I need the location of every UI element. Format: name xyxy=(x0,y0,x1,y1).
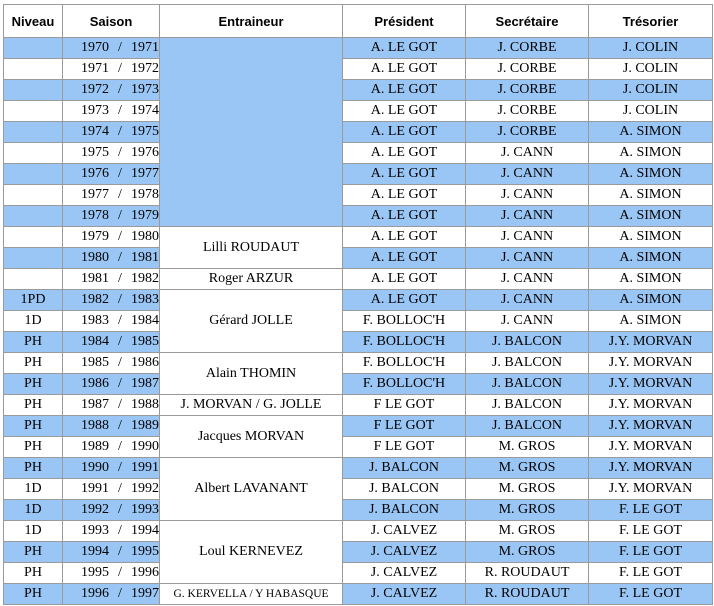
season-start: 1972 xyxy=(81,82,109,97)
secretaire-cell: J. CORBE xyxy=(466,122,589,143)
table-row xyxy=(4,458,713,479)
tresorier-cell: J.Y. MORVAN xyxy=(589,458,713,479)
coach-cell: Lilli ROUDAUT xyxy=(160,227,343,269)
season-cell xyxy=(63,143,160,164)
season-separator: / xyxy=(118,40,122,55)
niveau-cell: 1D xyxy=(4,311,63,332)
season-end: 1973 xyxy=(131,82,159,97)
season-cell xyxy=(63,311,160,332)
season-cell xyxy=(63,290,160,311)
niveau-cell xyxy=(4,269,63,290)
season-start: 1978 xyxy=(81,208,109,223)
season-separator: / xyxy=(118,208,122,223)
season-start: 1986 xyxy=(81,376,109,391)
niveau-cell xyxy=(4,143,63,164)
season-separator: / xyxy=(118,187,122,202)
coach-cell: Gérard JOLLE xyxy=(160,290,343,353)
president-cell: A. LE GOT xyxy=(343,101,466,122)
season-end: 1987 xyxy=(131,376,159,391)
table-row xyxy=(4,227,713,248)
table-row xyxy=(4,542,713,563)
niveau-cell: 1D xyxy=(4,521,63,542)
table-row xyxy=(4,143,713,164)
season-start: 1981 xyxy=(81,271,109,286)
president-cell: A. LE GOT xyxy=(343,164,466,185)
tresorier-cell: A. SIMON xyxy=(589,122,713,143)
season-start: 1990 xyxy=(81,460,109,475)
season-separator: / xyxy=(118,565,122,580)
season-start: 1995 xyxy=(81,565,109,580)
season-end: 1974 xyxy=(131,103,159,118)
season-end: 1993 xyxy=(131,502,159,517)
secretaire-cell: J. BALCON xyxy=(466,374,589,395)
niveau-cell xyxy=(4,59,63,80)
header-tresorier: Trésorier xyxy=(589,5,713,38)
season-end: 1997 xyxy=(131,586,159,601)
header-niveau: Niveau xyxy=(4,5,63,38)
table-row xyxy=(4,500,713,521)
season-end: 1985 xyxy=(131,334,159,349)
table-row xyxy=(4,332,713,353)
niveau-cell: PH xyxy=(4,416,63,437)
secretaire-cell: M. GROS xyxy=(466,542,589,563)
table-row xyxy=(4,584,713,605)
secretaire-cell: J. CANN xyxy=(466,164,589,185)
season-cell xyxy=(63,227,160,248)
season-cell xyxy=(63,206,160,227)
coach-cell: Jacques MORVAN xyxy=(160,416,343,458)
season-cell xyxy=(63,542,160,563)
table-row xyxy=(4,164,713,185)
secretaire-cell: M. GROS xyxy=(466,437,589,458)
tresorier-cell: J.Y. MORVAN xyxy=(589,395,713,416)
president-cell: A. LE GOT xyxy=(343,227,466,248)
tresorier-cell: J. COLIN xyxy=(589,101,713,122)
tresorier-cell: A. SIMON xyxy=(589,185,713,206)
season-separator: / xyxy=(118,124,122,139)
season-end: 1982 xyxy=(131,271,159,286)
season-end: 1990 xyxy=(131,439,159,454)
season-separator: / xyxy=(118,103,122,118)
niveau-cell xyxy=(4,80,63,101)
season-separator: / xyxy=(118,481,122,496)
niveau-cell xyxy=(4,122,63,143)
niveau-cell: PH xyxy=(4,353,63,374)
season-start: 1992 xyxy=(81,502,109,517)
president-cell: A. LE GOT xyxy=(343,248,466,269)
season-end: 1972 xyxy=(131,61,159,76)
season-end: 1976 xyxy=(131,145,159,160)
season-cell xyxy=(63,437,160,458)
secretaire-cell: J. CORBE xyxy=(466,38,589,59)
secretaire-cell: J. CANN xyxy=(466,143,589,164)
president-cell: J. CALVEZ xyxy=(343,521,466,542)
tresorier-cell: J. COLIN xyxy=(589,80,713,101)
season-start: 1987 xyxy=(81,397,109,412)
president-cell: J. CALVEZ xyxy=(343,563,466,584)
niveau-cell: 1D xyxy=(4,500,63,521)
niveau-cell: 1PD xyxy=(4,290,63,311)
season-cell xyxy=(63,353,160,374)
secretaire-cell: J. CORBE xyxy=(466,59,589,80)
table-row xyxy=(4,479,713,500)
season-separator: / xyxy=(118,460,122,475)
coach-cell: Albert LAVANANT xyxy=(160,458,343,521)
tresorier-cell: A. SIMON xyxy=(589,290,713,311)
niveau-cell: PH xyxy=(4,563,63,584)
president-cell: F. BOLLOC'H xyxy=(343,374,466,395)
table-row xyxy=(4,269,713,290)
coach-cell: Loul KERNEVEZ xyxy=(160,521,343,584)
president-cell: A. LE GOT xyxy=(343,38,466,59)
president-cell: A. LE GOT xyxy=(343,59,466,80)
season-start: 1977 xyxy=(81,187,109,202)
header-row xyxy=(4,5,713,38)
season-cell xyxy=(63,80,160,101)
niveau-cell: PH xyxy=(4,458,63,479)
tresorier-cell: F. LE GOT xyxy=(589,542,713,563)
niveau-cell: PH xyxy=(4,542,63,563)
niveau-cell: PH xyxy=(4,332,63,353)
season-separator: / xyxy=(118,292,122,307)
coach-cell: G. KERVELLA / Y HABASQUE xyxy=(160,584,343,605)
season-separator: / xyxy=(118,376,122,391)
president-cell: J. BALCON xyxy=(343,479,466,500)
table-row xyxy=(4,521,713,542)
niveau-cell xyxy=(4,101,63,122)
season-separator: / xyxy=(118,271,122,286)
table-row xyxy=(4,374,713,395)
president-cell: F. BOLLOC'H xyxy=(343,353,466,374)
president-cell: A. LE GOT xyxy=(343,206,466,227)
tresorier-cell: J.Y. MORVAN xyxy=(589,416,713,437)
season-start: 1991 xyxy=(81,481,109,496)
president-cell: F. BOLLOC'H xyxy=(343,311,466,332)
season-end: 1983 xyxy=(131,292,159,307)
season-cell xyxy=(63,269,160,290)
niveau-cell: PH xyxy=(4,437,63,458)
season-cell xyxy=(63,521,160,542)
tresorier-cell: J. COLIN xyxy=(589,59,713,80)
season-cell xyxy=(63,248,160,269)
table-row xyxy=(4,206,713,227)
table-row xyxy=(4,38,713,59)
tresorier-cell: A. SIMON xyxy=(589,143,713,164)
season-end: 1996 xyxy=(131,565,159,580)
secretaire-cell: J. CANN xyxy=(466,311,589,332)
secretaire-cell: M. GROS xyxy=(466,458,589,479)
season-cell xyxy=(63,374,160,395)
season-end: 1975 xyxy=(131,124,159,139)
season-end: 1977 xyxy=(131,166,159,181)
tresorier-cell: J.Y. MORVAN xyxy=(589,353,713,374)
table-row xyxy=(4,59,713,80)
season-end: 1984 xyxy=(131,313,159,328)
secretaire-cell: J. CORBE xyxy=(466,101,589,122)
secretaire-cell: M. GROS xyxy=(466,521,589,542)
season-start: 1970 xyxy=(81,40,109,55)
secretaire-cell: J. CANN xyxy=(466,290,589,311)
tresorier-cell: J. COLIN xyxy=(589,38,713,59)
tresorier-cell: A. SIMON xyxy=(589,227,713,248)
season-start: 1971 xyxy=(81,61,109,76)
niveau-cell: PH xyxy=(4,395,63,416)
table-row xyxy=(4,248,713,269)
table-row xyxy=(4,185,713,206)
header-secretaire: Secrétaire xyxy=(466,5,589,38)
season-cell xyxy=(63,479,160,500)
season-start: 1989 xyxy=(81,439,109,454)
coach-cell: Alain THOMIN xyxy=(160,353,343,395)
season-separator: / xyxy=(118,61,122,76)
season-cell xyxy=(63,563,160,584)
season-end: 1991 xyxy=(131,460,159,475)
table-row xyxy=(4,437,713,458)
season-start: 1975 xyxy=(81,145,109,160)
season-end: 1989 xyxy=(131,418,159,433)
header-entraineur: Entraineur xyxy=(160,5,343,38)
tresorier-cell: F. LE GOT xyxy=(589,500,713,521)
niveau-cell: PH xyxy=(4,374,63,395)
secretaire-cell: J. CORBE xyxy=(466,80,589,101)
president-cell: F LE GOT xyxy=(343,416,466,437)
president-cell: A. LE GOT xyxy=(343,80,466,101)
niveau-cell xyxy=(4,185,63,206)
season-separator: / xyxy=(118,334,122,349)
president-cell: A. LE GOT xyxy=(343,185,466,206)
niveau-cell xyxy=(4,206,63,227)
season-separator: / xyxy=(118,586,122,601)
table-body xyxy=(4,38,713,605)
season-separator: / xyxy=(118,502,122,517)
secretaire-cell: J. BALCON xyxy=(466,353,589,374)
president-cell: A. LE GOT xyxy=(343,122,466,143)
season-separator: / xyxy=(118,82,122,97)
season-end: 1988 xyxy=(131,397,159,412)
coach-cell: J. MORVAN / G. JOLLE xyxy=(160,395,343,416)
niveau-cell: 1D xyxy=(4,479,63,500)
table-row xyxy=(4,290,713,311)
secretaire-cell: J. BALCON xyxy=(466,395,589,416)
season-cell xyxy=(63,395,160,416)
coach-cell: Roger ARZUR xyxy=(160,269,343,290)
season-start: 1982 xyxy=(81,292,109,307)
president-cell: J. BALCON xyxy=(343,500,466,521)
season-cell xyxy=(63,164,160,185)
season-start: 1976 xyxy=(81,166,109,181)
header-president: Président xyxy=(343,5,466,38)
table-row xyxy=(4,395,713,416)
president-cell: J. BALCON xyxy=(343,458,466,479)
niveau-cell xyxy=(4,38,63,59)
season-separator: / xyxy=(118,229,122,244)
table-row xyxy=(4,563,713,584)
niveau-cell: PH xyxy=(4,584,63,605)
season-start: 1985 xyxy=(81,355,109,370)
secretaire-cell: J. CANN xyxy=(466,227,589,248)
tresorier-cell: J.Y. MORVAN xyxy=(589,479,713,500)
season-end: 1971 xyxy=(131,40,159,55)
season-separator: / xyxy=(118,166,122,181)
niveau-cell xyxy=(4,227,63,248)
season-start: 1984 xyxy=(81,334,109,349)
season-cell xyxy=(63,59,160,80)
season-start: 1973 xyxy=(81,103,109,118)
season-end: 1981 xyxy=(131,250,159,265)
season-cell xyxy=(63,416,160,437)
president-cell: A. LE GOT xyxy=(343,269,466,290)
season-end: 1979 xyxy=(131,208,159,223)
season-start: 1996 xyxy=(81,586,109,601)
tresorier-cell: A. SIMON xyxy=(589,248,713,269)
season-end: 1992 xyxy=(131,481,159,496)
season-start: 1994 xyxy=(81,544,109,559)
president-cell: A. LE GOT xyxy=(343,143,466,164)
secretaire-cell: R. ROUDAUT xyxy=(466,563,589,584)
president-cell: F LE GOT xyxy=(343,395,466,416)
president-cell: A. LE GOT xyxy=(343,290,466,311)
season-separator: / xyxy=(118,418,122,433)
table-row xyxy=(4,80,713,101)
table-row xyxy=(4,353,713,374)
season-cell xyxy=(63,122,160,143)
season-end: 1980 xyxy=(131,229,159,244)
season-separator: / xyxy=(118,544,122,559)
tresorier-cell: J.Y. MORVAN xyxy=(589,374,713,395)
season-start: 1974 xyxy=(81,124,109,139)
season-separator: / xyxy=(118,145,122,160)
coach-cell xyxy=(160,38,343,227)
season-separator: / xyxy=(118,355,122,370)
president-cell: J. CALVEZ xyxy=(343,542,466,563)
table-row xyxy=(4,416,713,437)
president-cell: F. BOLLOC'H xyxy=(343,332,466,353)
table-row xyxy=(4,101,713,122)
tresorier-cell: J.Y. MORVAN xyxy=(589,332,713,353)
tresorier-cell: J.Y. MORVAN xyxy=(589,437,713,458)
season-cell xyxy=(63,584,160,605)
season-cell xyxy=(63,38,160,59)
tresorier-cell: F. LE GOT xyxy=(589,521,713,542)
season-cell xyxy=(63,500,160,521)
secretaire-cell: M. GROS xyxy=(466,500,589,521)
president-cell: F LE GOT xyxy=(343,437,466,458)
season-start: 1979 xyxy=(81,229,109,244)
season-end: 1995 xyxy=(131,544,159,559)
season-separator: / xyxy=(118,397,122,412)
secretaire-cell: M. GROS xyxy=(466,479,589,500)
header-saison: Saison xyxy=(63,5,160,38)
secretaire-cell: J. CANN xyxy=(466,269,589,290)
season-start: 1988 xyxy=(81,418,109,433)
season-end: 1978 xyxy=(131,187,159,202)
season-start: 1980 xyxy=(81,250,109,265)
secretaire-cell: J. CANN xyxy=(466,206,589,227)
niveau-cell xyxy=(4,248,63,269)
secretaire-cell: J. CANN xyxy=(466,185,589,206)
season-separator: / xyxy=(118,313,122,328)
secretaire-cell: J. CANN xyxy=(466,248,589,269)
season-start: 1993 xyxy=(81,523,109,538)
tresorier-cell: A. SIMON xyxy=(589,311,713,332)
season-end: 1994 xyxy=(131,523,159,538)
table-row xyxy=(4,122,713,143)
season-cell xyxy=(63,185,160,206)
season-separator: / xyxy=(118,439,122,454)
season-separator: / xyxy=(118,250,122,265)
season-cell xyxy=(63,101,160,122)
tresorier-cell: A. SIMON xyxy=(589,269,713,290)
secretaire-cell: J. BALCON xyxy=(466,332,589,353)
staff-history-table xyxy=(3,4,713,605)
season-cell xyxy=(63,332,160,353)
tresorier-cell: A. SIMON xyxy=(589,206,713,227)
season-cell xyxy=(63,458,160,479)
tresorier-cell: A. SIMON xyxy=(589,164,713,185)
president-cell: J. CALVEZ xyxy=(343,584,466,605)
tresorier-cell: F. LE GOT xyxy=(589,563,713,584)
season-end: 1986 xyxy=(131,355,159,370)
tresorier-cell: F. LE GOT xyxy=(589,584,713,605)
secretaire-cell: R. ROUDAUT xyxy=(466,584,589,605)
niveau-cell xyxy=(4,164,63,185)
table-row xyxy=(4,311,713,332)
season-separator: / xyxy=(118,523,122,538)
secretaire-cell: J. BALCON xyxy=(466,416,589,437)
season-start: 1983 xyxy=(81,313,109,328)
